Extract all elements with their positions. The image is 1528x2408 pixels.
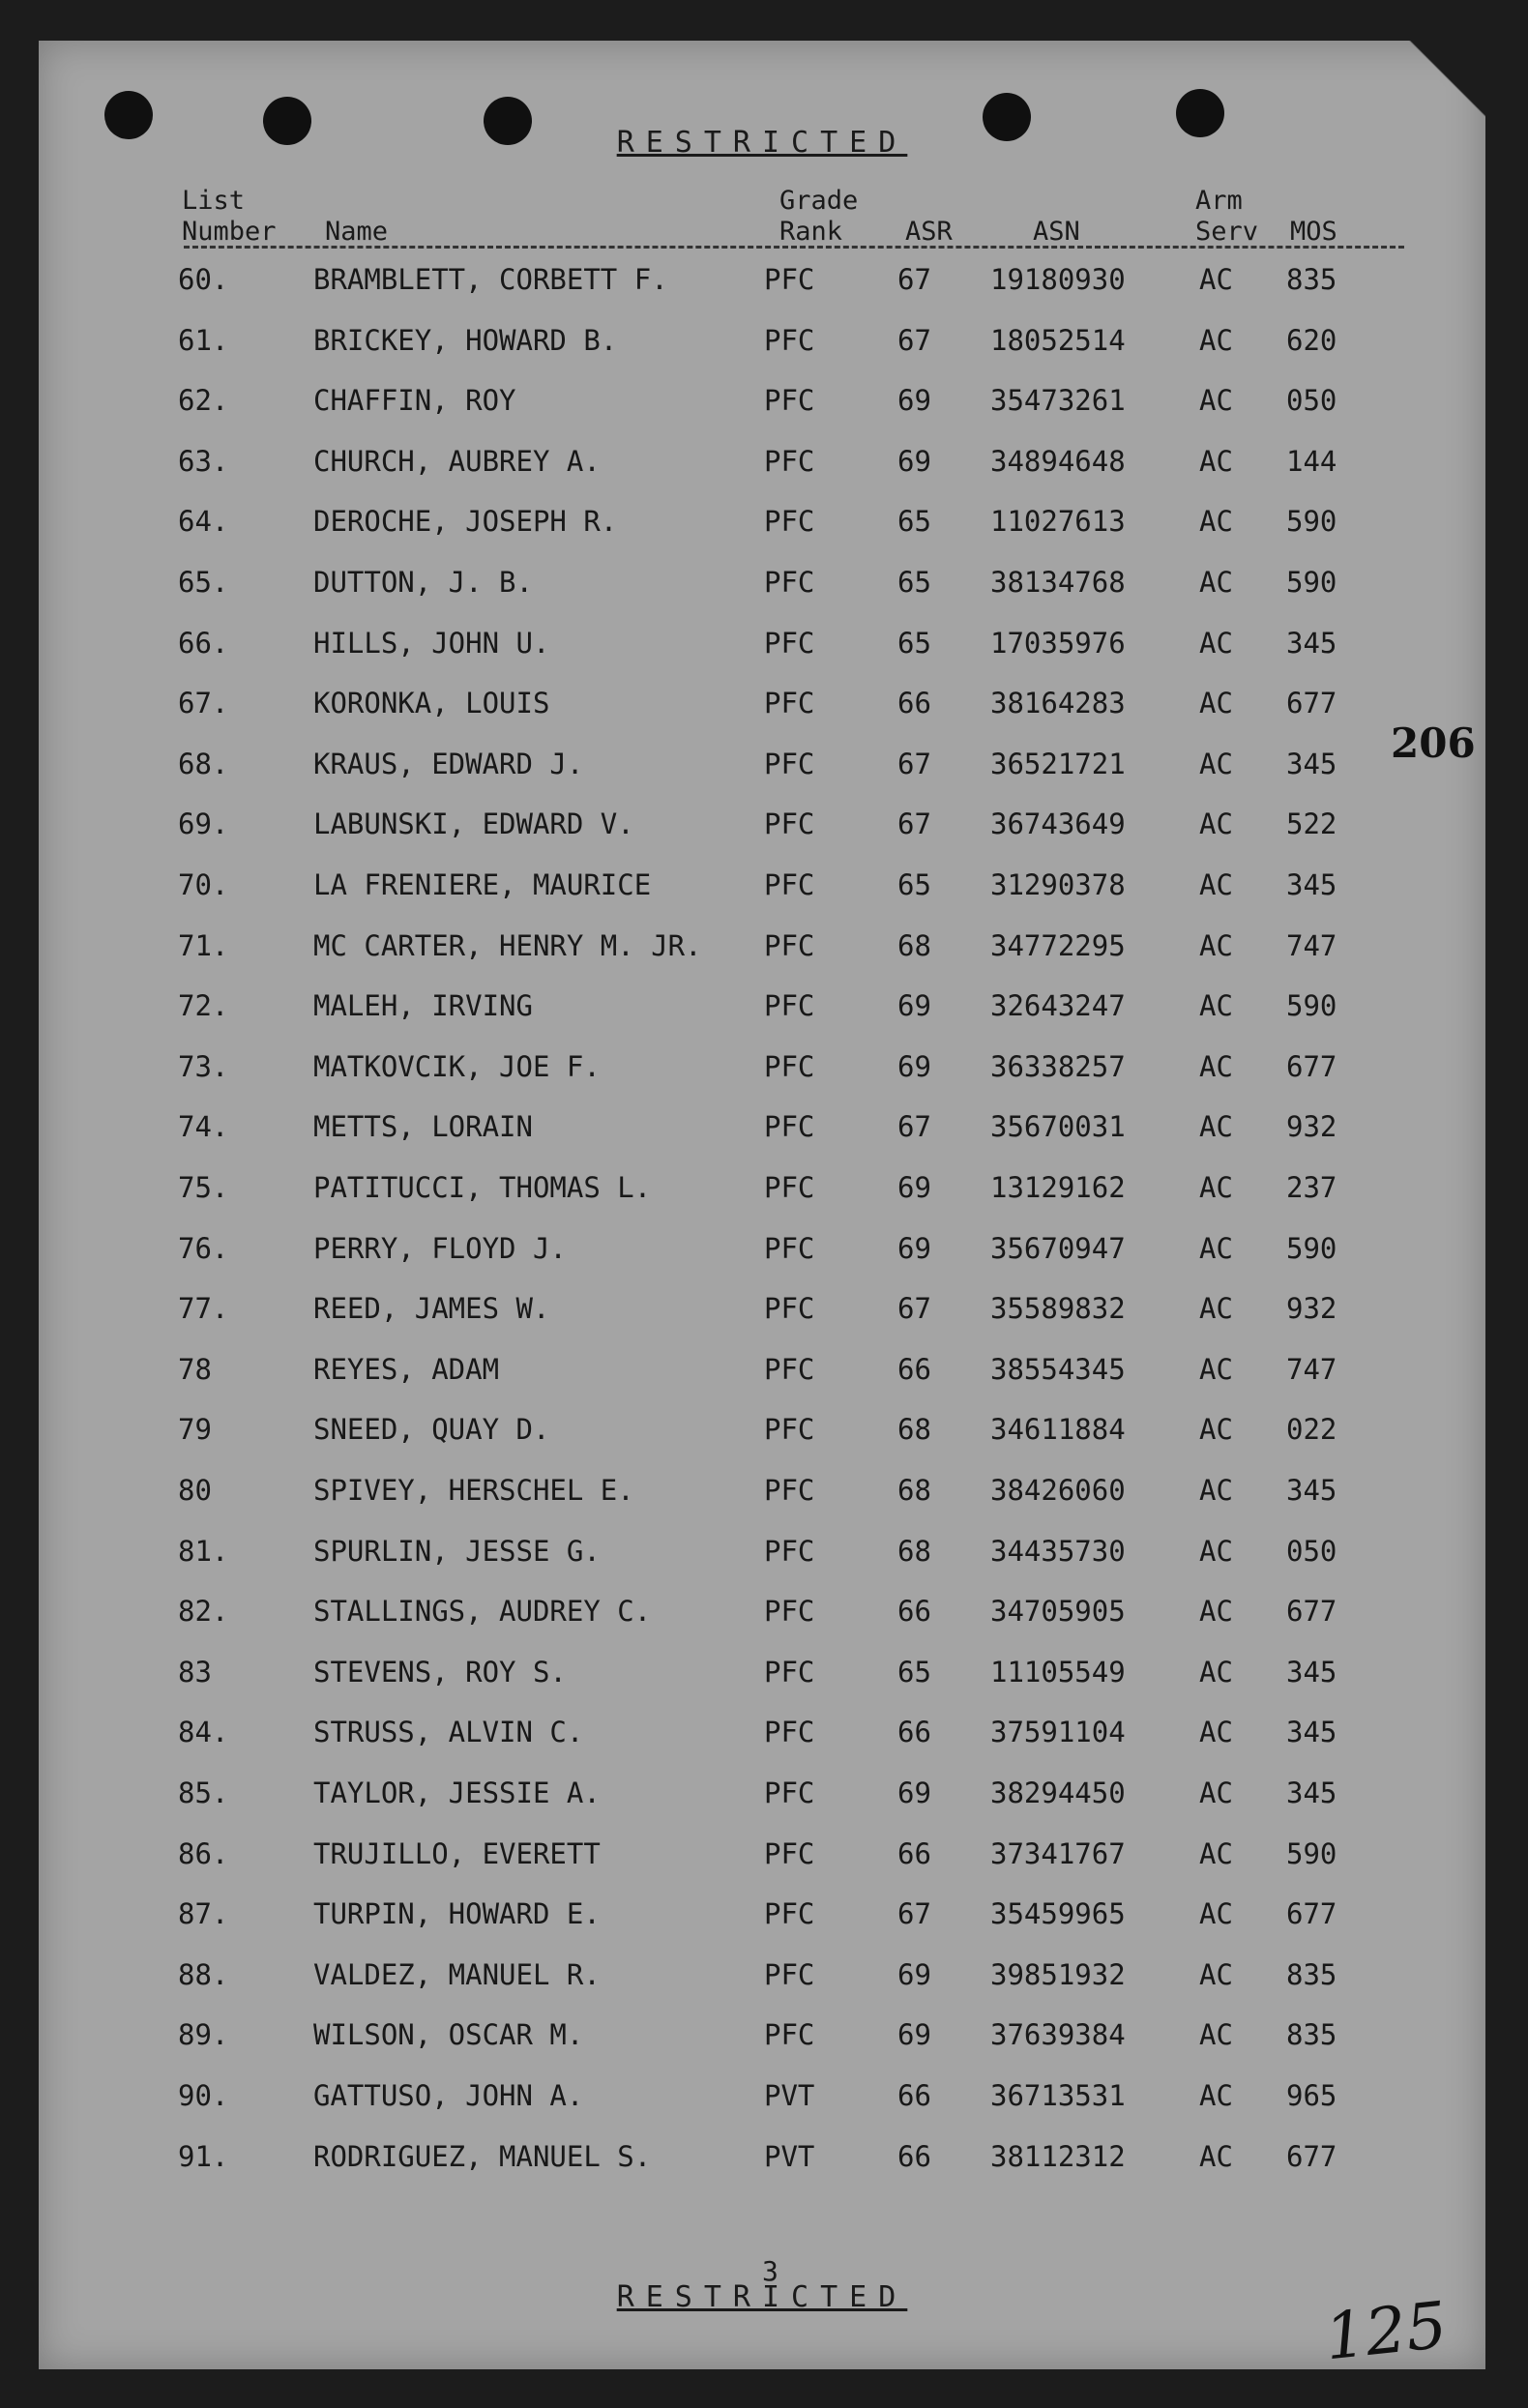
cell-list-number: 81. (178, 1534, 229, 1568)
cell-grade-rank: PFC (764, 1292, 815, 1326)
table-row (39, 324, 1485, 363)
table-row (39, 2018, 1485, 2057)
cell-asn: 34435730 (990, 1534, 1126, 1568)
cell-asn: 34705905 (990, 1595, 1126, 1629)
col-header-list-number: List Number (182, 186, 277, 247)
cell-arm-serv: AC (1199, 1777, 1233, 1809)
cell-name: MC CARTER, HENRY M. JR. (313, 928, 702, 962)
cell-mos: 345 (1286, 868, 1337, 901)
cell-asr: 69 (897, 2018, 931, 2052)
cell-asn: 36338257 (990, 1049, 1126, 1083)
cell-arm-serv: AC (1199, 928, 1233, 962)
table-row (39, 1777, 1485, 1815)
cell-asr: 67 (897, 1110, 931, 1144)
cell-mos: 747 (1286, 928, 1337, 962)
table-row (39, 1353, 1485, 1392)
table-row (39, 1837, 1485, 1876)
cell-name: METTS, LORAIN (313, 1110, 533, 1144)
cell-mos: 835 (1286, 1957, 1337, 1991)
cell-arm-serv: AC (1199, 1171, 1233, 1204)
cell-asr: 69 (897, 989, 931, 1023)
cell-asn: 36713531 (990, 2079, 1126, 2112)
cell-arm-serv: AC (1199, 2079, 1233, 2112)
cell-grade-rank: PFC (764, 1110, 815, 1144)
cell-arm-serv: AC (1199, 1716, 1233, 1749)
cell-asn: 32643247 (990, 989, 1126, 1023)
header-restricted: RESTRICTED (616, 126, 908, 160)
cell-asn: 35473261 (990, 384, 1126, 418)
cell-name: TAYLOR, JESSIE A. (313, 1777, 601, 1809)
cell-asn: 17035976 (990, 626, 1126, 660)
cell-mos: 677 (1286, 1595, 1337, 1629)
cell-list-number: 69. (178, 808, 229, 841)
cell-grade-rank: PFC (764, 989, 815, 1023)
cell-asn: 38164283 (990, 687, 1126, 720)
cell-list-number: 68. (178, 747, 229, 780)
cell-mos: 345 (1286, 1777, 1337, 1809)
cell-asn: 35459965 (990, 1897, 1126, 1931)
cell-name: TURPIN, HOWARD E. (313, 1897, 601, 1931)
cell-grade-rank: PFC (764, 1957, 815, 1991)
cell-asn: 34894648 (990, 444, 1126, 478)
cell-asr: 66 (897, 2139, 931, 2173)
cell-mos: 932 (1286, 1292, 1337, 1326)
cell-grade-rank: PFC (764, 626, 815, 660)
cell-asn: 37341767 (990, 1836, 1126, 1870)
cell-arm-serv: AC (1199, 263, 1233, 296)
cell-grade-rank: PFC (764, 1655, 815, 1689)
cell-asr: 66 (897, 687, 931, 720)
cell-asn: 35589832 (990, 1292, 1126, 1326)
document-page (39, 41, 1485, 2375)
cell-name: CHAFFIN, ROY (313, 384, 516, 418)
col-header-grade: Grade Rank (779, 186, 859, 247)
cell-asr: 69 (897, 384, 931, 418)
cell-name: STRUSS, ALVIN C. (313, 1716, 584, 1749)
cell-asr: 69 (897, 1049, 931, 1083)
table-row (39, 1232, 1485, 1271)
cell-mos: 677 (1286, 1897, 1337, 1931)
cell-asr: 66 (897, 1352, 931, 1386)
cell-list-number: 73. (178, 1049, 229, 1083)
cell-name: TRUJILLO, EVERETT (313, 1836, 601, 1870)
col-header-name: Name (325, 217, 389, 247)
cell-asr: 65 (897, 626, 931, 660)
cell-name: MATKOVCIK, JOE F. (313, 1049, 601, 1083)
cell-asr: 67 (897, 1897, 931, 1931)
table-row (39, 687, 1485, 725)
table-row (39, 1958, 1485, 1997)
cell-grade-rank: PFC (764, 323, 815, 357)
cell-name: BRAMBLETT, CORBETT F. (313, 263, 668, 296)
cell-list-number: 84. (178, 1716, 229, 1749)
table-row (39, 445, 1485, 484)
cell-asn: 31290378 (990, 868, 1126, 901)
cell-mos: 835 (1286, 2018, 1337, 2052)
cell-grade-rank: PFC (764, 1595, 815, 1629)
cell-list-number: 86. (178, 1836, 229, 1870)
cell-grade-rank: PFC (764, 1836, 815, 1870)
cell-grade-rank: PFC (764, 2018, 815, 2052)
cell-mos: 835 (1286, 263, 1337, 296)
cell-asn: 37639384 (990, 2018, 1126, 2052)
cell-mos: 590 (1286, 989, 1337, 1023)
cell-name: SPIVEY, HERSCHEL E. (313, 1474, 634, 1507)
cell-mos: 237 (1286, 1171, 1337, 1204)
cell-grade-rank: PVT (764, 2079, 815, 2112)
cell-asr: 65 (897, 1655, 931, 1689)
cell-asr: 69 (897, 1777, 931, 1809)
cell-mos: 590 (1286, 505, 1337, 539)
cell-list-number: 75. (178, 1171, 229, 1204)
cell-name: REED, JAMES W. (313, 1292, 550, 1326)
cell-arm-serv: AC (1199, 505, 1233, 539)
cell-name: PATITUCCI, THOMAS L. (313, 1171, 652, 1204)
cell-asr: 68 (897, 1413, 931, 1447)
cell-arm-serv: AC (1199, 566, 1233, 599)
cell-name: RODRIGUEZ, MANUEL S. (313, 2139, 652, 2173)
cell-asr: 66 (897, 1595, 931, 1629)
cell-list-number: 80 (178, 1474, 212, 1507)
page-number: 3 (762, 2255, 779, 2287)
cell-asn: 19180930 (990, 263, 1126, 296)
table-row (39, 2079, 1485, 2118)
cell-grade-rank: PFC (764, 1534, 815, 1568)
cell-asr: 68 (897, 1534, 931, 1568)
col-header-asn: ASN (1033, 217, 1080, 247)
cell-name: STEVENS, ROY S. (313, 1655, 567, 1689)
side-page-number: 206 (1391, 719, 1476, 767)
cell-arm-serv: AC (1199, 1352, 1233, 1386)
cell-list-number: 89. (178, 2018, 229, 2052)
cell-mos: 590 (1286, 566, 1337, 599)
table-row (39, 1897, 1485, 1936)
cell-list-number: 72. (178, 989, 229, 1023)
cell-arm-serv: AC (1199, 626, 1233, 660)
cell-list-number: 63. (178, 444, 229, 478)
cell-arm-serv: AC (1199, 1474, 1233, 1507)
cell-asr: 67 (897, 808, 931, 841)
cell-grade-rank: PFC (764, 444, 815, 478)
table-row (39, 1110, 1485, 1149)
cell-arm-serv: AC (1199, 1049, 1233, 1083)
table-row (39, 1656, 1485, 1694)
cell-name: KRAUS, EDWARD J. (313, 747, 584, 780)
cell-name: GATTUSO, JOHN A. (313, 2079, 584, 2112)
cell-arm-serv: AC (1199, 323, 1233, 357)
col-header-arm: Arm Serv (1195, 186, 1259, 247)
cell-asr: 69 (897, 444, 931, 478)
cell-grade-rank: PFC (764, 1897, 815, 1931)
cell-asn: 18052514 (990, 323, 1126, 357)
cell-mos: 345 (1286, 1655, 1337, 1689)
footer-restricted: RESTRICTED (616, 2280, 908, 2314)
table-row (39, 627, 1485, 665)
cell-grade-rank: PFC (764, 1231, 815, 1265)
cell-arm-serv: AC (1199, 1110, 1233, 1144)
cell-arm-serv: AC (1199, 384, 1233, 418)
cell-arm-serv: AC (1199, 1595, 1233, 1629)
cell-arm-serv: AC (1199, 989, 1233, 1023)
cell-arm-serv: AC (1199, 1957, 1233, 1991)
cell-list-number: 77. (178, 1292, 229, 1326)
handwritten-number: 125 (1321, 2287, 1451, 2375)
cell-mos: 144 (1286, 444, 1337, 478)
cell-asr: 65 (897, 505, 931, 539)
cell-asr: 65 (897, 566, 931, 599)
cell-asn: 38134768 (990, 566, 1126, 599)
cell-asr: 66 (897, 1836, 931, 1870)
cell-name: BRICKEY, HOWARD B. (313, 323, 618, 357)
table-row (39, 929, 1485, 968)
table-row (39, 505, 1485, 543)
cell-list-number: 79 (178, 1413, 212, 1447)
table-row (39, 1413, 1485, 1452)
cell-list-number: 66. (178, 626, 229, 660)
cell-grade-rank: PFC (764, 1413, 815, 1447)
cell-arm-serv: AC (1199, 444, 1233, 478)
col-header-mos: MOS (1290, 217, 1337, 247)
table-row (39, 868, 1485, 907)
cell-asr: 65 (897, 868, 931, 901)
cell-asr: 68 (897, 1474, 931, 1507)
torn-corner (1360, 41, 1485, 128)
cell-asn: 37591104 (990, 1716, 1126, 1749)
cell-arm-serv: AC (1199, 808, 1233, 841)
cell-arm-serv: AC (1199, 2139, 1233, 2173)
cell-name: STALLINGS, AUDREY C. (313, 1595, 652, 1629)
cell-grade-rank: PFC (764, 263, 815, 296)
table-row (39, 1474, 1485, 1512)
cell-name: REYES, ADAM (313, 1352, 500, 1386)
table-row (39, 1292, 1485, 1331)
cell-asn: 11027613 (990, 505, 1126, 539)
cell-asn: 38554345 (990, 1352, 1126, 1386)
table-row (39, 1171, 1485, 1210)
cell-list-number: 85. (178, 1777, 229, 1809)
cell-list-number: 61. (178, 323, 229, 357)
cell-name: MALEH, IRVING (313, 989, 533, 1023)
cell-grade-rank: PFC (764, 505, 815, 539)
table-row (39, 748, 1485, 786)
cell-grade-rank: PFC (764, 1049, 815, 1083)
cell-asn: 36521721 (990, 747, 1126, 780)
cell-name: SNEED, QUAY D. (313, 1413, 550, 1447)
cell-list-number: 71. (178, 928, 229, 962)
cell-arm-serv: AC (1199, 1534, 1233, 1568)
cell-asn: 13129162 (990, 1171, 1126, 1204)
cell-list-number: 87. (178, 1897, 229, 1931)
cell-name: LA FRENIERE, MAURICE (313, 868, 652, 901)
cell-grade-rank: PFC (764, 747, 815, 780)
cell-arm-serv: AC (1199, 1231, 1233, 1265)
cell-asr: 66 (897, 2079, 931, 2112)
cell-name: DEROCHE, JOSEPH R. (313, 505, 618, 539)
cell-grade-rank: PFC (764, 1474, 815, 1507)
cell-grade-rank: PFC (764, 928, 815, 962)
cell-name: VALDEZ, MANUEL R. (313, 1957, 601, 1991)
cell-list-number: 62. (178, 384, 229, 418)
cell-list-number: 88. (178, 1957, 229, 1991)
cell-grade-rank: PFC (764, 1171, 815, 1204)
cell-grade-rank: PFC (764, 687, 815, 720)
cell-list-number: 91. (178, 2139, 229, 2173)
cell-arm-serv: AC (1199, 747, 1233, 780)
table-row (39, 1595, 1485, 1633)
cell-asn: 38294450 (990, 1777, 1126, 1809)
cell-arm-serv: AC (1199, 1655, 1233, 1689)
cell-mos: 677 (1286, 1049, 1337, 1083)
cell-list-number: 64. (178, 505, 229, 539)
cell-list-number: 74. (178, 1110, 229, 1144)
cell-name: WILSON, OSCAR M. (313, 2018, 584, 2052)
cell-mos: 747 (1286, 1352, 1337, 1386)
cell-mos: 345 (1286, 626, 1337, 660)
cell-grade-rank: PFC (764, 1716, 815, 1749)
cell-name: KORONKA, LOUIS (313, 687, 550, 720)
cell-asr: 68 (897, 928, 931, 962)
cell-grade-rank: PFC (764, 384, 815, 418)
col-header-asr: ASR (905, 217, 953, 247)
cell-arm-serv: AC (1199, 1836, 1233, 1870)
cell-mos: 590 (1286, 1231, 1337, 1265)
cell-list-number: 67. (178, 687, 229, 720)
cell-asn: 39851932 (990, 1957, 1126, 1991)
cell-name: CHURCH, AUBREY A. (313, 444, 601, 478)
cell-asn: 34772295 (990, 928, 1126, 962)
table-row (39, 1535, 1485, 1573)
cell-name: DUTTON, J. B. (313, 566, 533, 599)
cell-list-number: 70. (178, 868, 229, 901)
cell-arm-serv: AC (1199, 2018, 1233, 2052)
table-row (39, 384, 1485, 423)
cell-asr: 67 (897, 1292, 931, 1326)
cell-asn: 35670031 (990, 1110, 1126, 1144)
cell-name: SPURLIN, JESSE G. (313, 1534, 601, 1568)
cell-arm-serv: AC (1199, 1413, 1233, 1447)
cell-asn: 38112312 (990, 2139, 1126, 2173)
cell-name: LABUNSKI, EDWARD V. (313, 808, 634, 841)
cell-grade-rank: PVT (764, 2139, 815, 2173)
cell-arm-serv: AC (1199, 1292, 1233, 1326)
cell-mos: 590 (1286, 1836, 1337, 1870)
cell-list-number: 90. (178, 2079, 229, 2112)
cell-mos: 932 (1286, 1110, 1337, 1144)
header-rule (184, 246, 1404, 249)
cell-mos: 522 (1286, 808, 1337, 841)
cell-mos: 022 (1286, 1413, 1337, 1447)
table-row (39, 989, 1485, 1028)
cell-asn: 11105549 (990, 1655, 1126, 1689)
cell-mos: 345 (1286, 1716, 1337, 1749)
cell-asn: 35670947 (990, 1231, 1126, 1265)
cell-mos: 345 (1286, 1474, 1337, 1507)
cell-grade-rank: PFC (764, 1352, 815, 1386)
cell-mos: 965 (1286, 2079, 1337, 2112)
cell-name: PERRY, FLOYD J. (313, 1231, 567, 1265)
cell-mos: 677 (1286, 2139, 1337, 2173)
cell-asr: 69 (897, 1231, 931, 1265)
cell-mos: 677 (1286, 687, 1337, 720)
cell-grade-rank: PFC (764, 1777, 815, 1809)
cell-mos: 050 (1286, 384, 1337, 418)
cell-asr: 66 (897, 1716, 931, 1749)
cell-asn: 36743649 (990, 808, 1126, 841)
cell-list-number: 78 (178, 1352, 212, 1386)
cell-mos: 050 (1286, 1534, 1337, 1568)
cell-asn: 38426060 (990, 1474, 1126, 1507)
cell-grade-rank: PFC (764, 566, 815, 599)
cell-asr: 67 (897, 323, 931, 357)
cell-arm-serv: AC (1199, 1897, 1233, 1931)
cell-list-number: 82. (178, 1595, 229, 1629)
table-row (39, 1050, 1485, 1089)
table-row (39, 1716, 1485, 1754)
table-row (39, 566, 1485, 604)
cell-mos: 620 (1286, 323, 1337, 357)
cell-asr: 69 (897, 1171, 931, 1204)
cell-asr: 67 (897, 747, 931, 780)
cell-list-number: 60. (178, 263, 229, 296)
table-row (39, 263, 1485, 302)
cell-list-number: 65. (178, 566, 229, 599)
cell-grade-rank: PFC (764, 868, 815, 901)
cell-asr: 69 (897, 1957, 931, 1991)
cell-mos: 345 (1286, 747, 1337, 780)
cell-list-number: 76. (178, 1231, 229, 1265)
cell-arm-serv: AC (1199, 868, 1233, 901)
cell-arm-serv: AC (1199, 687, 1233, 720)
cell-list-number: 83 (178, 1655, 212, 1689)
cell-asn: 34611884 (990, 1413, 1126, 1447)
cell-name: HILLS, JOHN U. (313, 626, 550, 660)
cell-grade-rank: PFC (764, 808, 815, 841)
table-row (39, 808, 1485, 846)
cell-asr: 67 (897, 263, 931, 296)
table-row (39, 2140, 1485, 2179)
